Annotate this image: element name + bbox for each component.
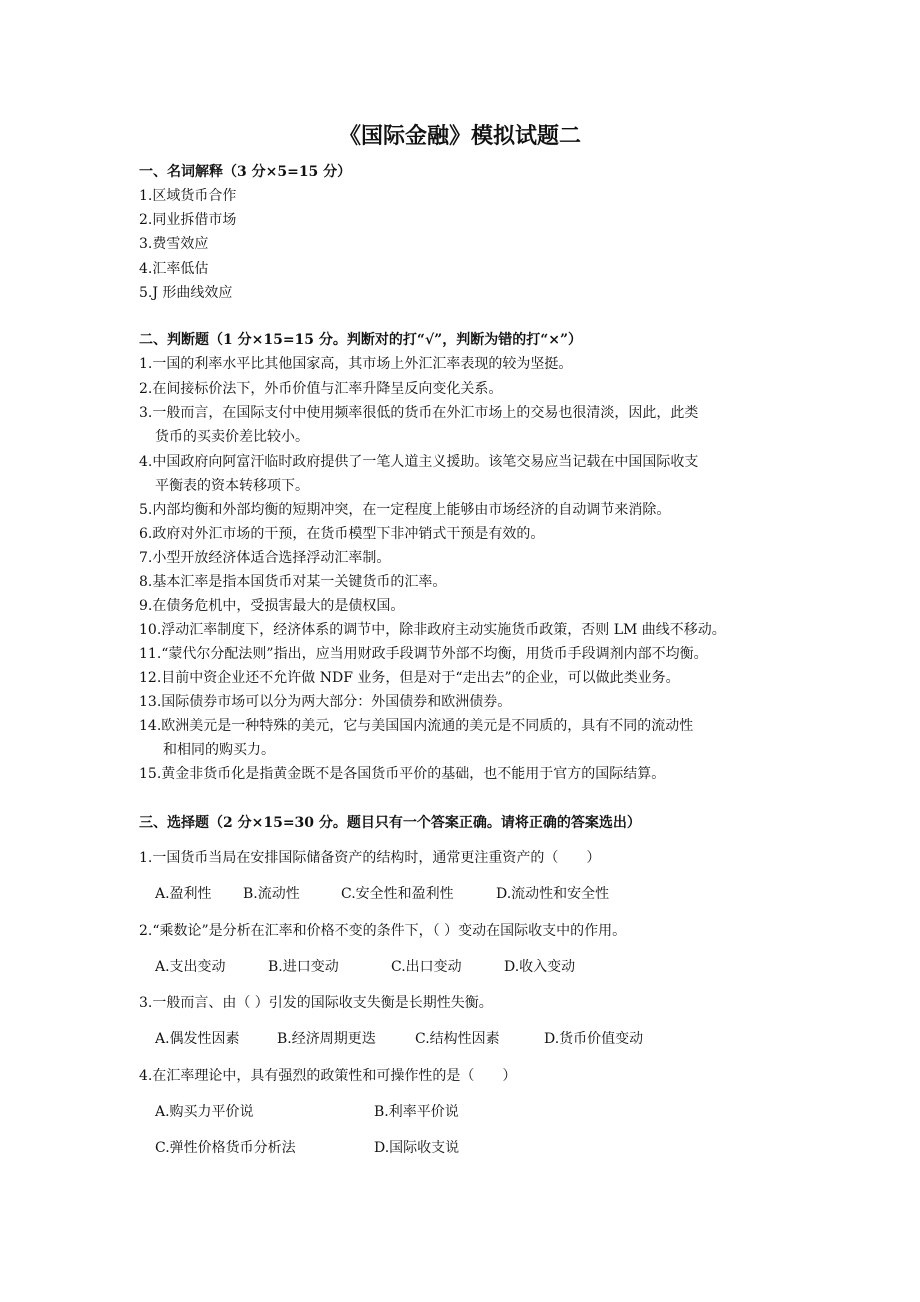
choice-option: B.进口变动 — [268, 959, 339, 975]
judgment-item: 13.国际债券市场可以分为两大部分：外国债券和欧洲债券。 — [139, 694, 512, 710]
judgment-item: 4.中国政府向阿富汗临时政府提供了一笔人道主义援助。该笔交易应当记载在中国国际收支 — [139, 454, 699, 470]
choice-option: A.支出变动 — [155, 959, 226, 975]
choice-question: 2.“乘数论”是分析在汇率和价格不变的条件下，（ ）变动在国际收支中的作用。 — [139, 923, 627, 939]
judgment-item: 8.基本汇率是指本国货币对某一关键货币的汇率。 — [139, 574, 447, 590]
choice-option: A.盈利性 — [155, 886, 212, 902]
choice-option: D.收入变动 — [504, 959, 576, 975]
section1-heading: 一、名词解释（3 分×5=15 分） — [139, 164, 352, 180]
judgment-item: 10.浮动汇率制度下，经济体系的调节中，除非政府主动实施货币政策，否则 LM 曲线不移动。 — [139, 622, 726, 638]
document-title: 《国际金融》模拟试题二 — [338, 124, 581, 149]
judgment-item: 11.“蒙代尔分配法则”指出，应当用财政手段调节外部不均衡，用货币手段调剂内部不均衡。 — [139, 646, 708, 662]
term-item: 2.同业拆借市场 — [139, 212, 237, 228]
term-item: 4.汇率低估 — [139, 261, 209, 277]
judgment-item: 12.目前中资企业还不允许做 NDF 业务，但是对于“走出去”的企业，可以做此类业务。 — [139, 670, 680, 686]
choice-option: D.国际收支说 — [374, 1140, 460, 1156]
judgment-item: 2.在间接标价法下，外币价值与汇率升降呈反向变化关系。 — [139, 381, 503, 397]
choice-option: A.偶发性因素 — [155, 1031, 240, 1047]
judgment-item: 6.政府对外汇市场的干预，在货币模型下非冲销式干预是有效的。 — [139, 526, 545, 542]
choice-option: C.出口变动 — [391, 959, 462, 975]
section3-heading: 三、选择题（2 分×15=30 分。题目只有一个答案正确。请将正确的答案选出） — [139, 815, 641, 831]
judgment-item: 3.一般而言，在国际支付中使用频率很低的货币在外汇市场上的交易也很清淡，因此，此类 — [139, 405, 699, 421]
judgment-item-continuation: 和相同的购买力。 — [163, 742, 275, 758]
term-item: 1.区域货币合作 — [139, 188, 237, 204]
choice-question: 3.一般而言、由（ ）引发的国际收支失衡是长期性失衡。 — [139, 995, 493, 1011]
choice-option: A.购买力平价说 — [155, 1104, 254, 1120]
term-item: 3.费雪效应 — [139, 236, 209, 252]
judgment-item-continuation: 货币的买卖价差比较小。 — [155, 429, 309, 445]
judgment-item: 1.一国的利率水平比其他国家高，其市场上外汇汇率表现的较为坚挺。 — [139, 356, 573, 372]
choice-question: 1.一国货币当局在安排国际储备资产的结构时，通常更注重资产的（ ） — [139, 850, 601, 866]
choice-option: B.经济周期更迭 — [277, 1031, 376, 1047]
choice-option: C.安全性和盈利性 — [341, 886, 454, 902]
judgment-item: 14.欧洲美元是一种特殊的美元，它与美国国内流通的美元是不同质的，具有不同的流动性 — [139, 718, 694, 734]
choice-option: B.流动性 — [243, 886, 300, 902]
term-item: 5.J 形曲线效应 — [139, 285, 233, 301]
judgment-item-continuation: 平衡表的资本转移项下。 — [155, 478, 309, 494]
choice-option: C.结构性因素 — [415, 1031, 500, 1047]
choice-option: D.流动性和安全性 — [496, 886, 610, 902]
choice-question: 4.在汇率理论中，具有强烈的政策性和可操作性的是（ ） — [139, 1068, 517, 1084]
section2-heading: 二、判断题（1 分×15=15 分。判断对的打“√”，判断为错的打“×”） — [139, 332, 583, 348]
judgment-item: 5.内部均衡和外部均衡的短期冲突，在一定程度上能够由市场经济的自动调节来消除。 — [139, 502, 671, 518]
judgment-item: 15.黄金非货币化是指黄金既不是各国货币平价的基础，也不能用于官方的国际结算。 — [139, 766, 666, 782]
choice-option: B.利率平价说 — [374, 1104, 459, 1120]
judgment-item: 7.小型开放经济体适合选择浮动汇率制。 — [139, 550, 391, 566]
choice-option: D.货币价值变动 — [544, 1031, 644, 1047]
judgment-item: 9.在债务危机中，受损害最大的是债权国。 — [139, 598, 405, 614]
choice-option: C.弹性价格货币分析法 — [155, 1140, 296, 1156]
